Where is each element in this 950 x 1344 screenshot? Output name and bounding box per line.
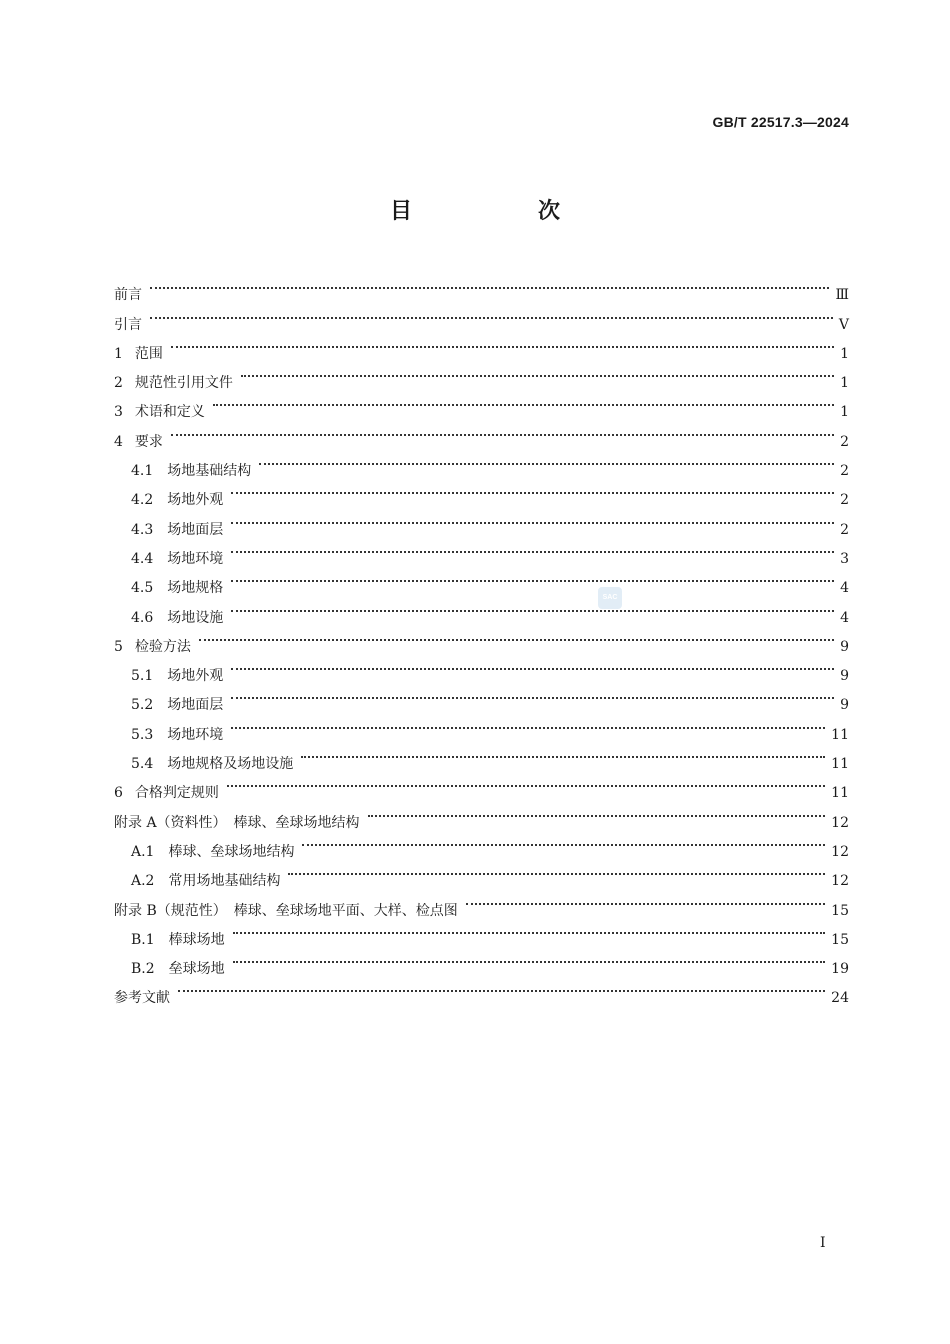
toc-entry-label: 场地面层 xyxy=(167,697,224,714)
toc-entry[interactable] xyxy=(114,973,849,1007)
table-of-contents xyxy=(114,270,849,1007)
toc-entry[interactable] xyxy=(114,680,849,714)
toc-entry-number: 2 xyxy=(114,375,123,392)
toc-entry-number: A.2 xyxy=(131,873,155,890)
toc-entry[interactable] xyxy=(114,387,849,421)
toc-dot-leader xyxy=(171,329,834,358)
toc-entry-page: 1 xyxy=(840,375,849,392)
toc-entry[interactable] xyxy=(114,270,849,304)
toc-dot-leader xyxy=(233,944,826,973)
toc-dot-leader xyxy=(150,299,833,328)
toc-dot-leader xyxy=(171,416,834,445)
toc-entry[interactable] xyxy=(114,358,849,392)
toc-entry-page: Ⅴ xyxy=(838,316,849,333)
toc-entry-number: A.1 xyxy=(131,843,155,860)
toc-dot-leader xyxy=(178,973,825,1002)
toc-entry-number: 5 xyxy=(114,638,123,655)
toc-entry-page: 2 xyxy=(840,433,849,450)
toc-dot-leader xyxy=(231,475,834,504)
toc-entry-page: 4 xyxy=(840,580,849,597)
toc-entry-label: 场地基础结构 xyxy=(167,463,252,480)
toc-dot-leader xyxy=(466,885,825,914)
toc-entry-number: 5.3 xyxy=(131,726,154,743)
toc-entry-label: 场地环境 xyxy=(167,726,224,743)
toc-entry-label: 前言 xyxy=(114,287,142,304)
toc-entry[interactable] xyxy=(114,709,849,743)
toc-dot-leader xyxy=(231,504,834,533)
toc-entry[interactable] xyxy=(114,797,849,831)
toc-entry-page: 12 xyxy=(831,814,849,831)
toc-entry-page: 15 xyxy=(831,931,849,948)
toc-dot-leader xyxy=(150,270,829,299)
toc-entry-page: 2 xyxy=(840,492,849,509)
toc-entry-label: 场地环境 xyxy=(167,550,224,567)
watermark-logo-icon: SAC xyxy=(598,587,622,609)
toc-entry-number: 6 xyxy=(114,785,123,802)
toc-entry[interactable] xyxy=(114,651,849,685)
toc-entry[interactable] xyxy=(114,622,849,655)
toc-entry-number: 4.6 xyxy=(131,609,154,626)
toc-entry-number: 4.4 xyxy=(131,550,154,567)
toc-dot-leader xyxy=(213,387,834,416)
toc-entry-label: 附录 A（资料性） 棒球、垒球场地结构 xyxy=(114,814,360,831)
toc-entry[interactable] xyxy=(114,739,849,773)
page-number: Ⅰ xyxy=(820,1235,826,1251)
toc-dot-leader xyxy=(231,563,834,592)
toc-entry-label: 附录 B（规范性） 棒球、垒球场地平面、大样、检点图 xyxy=(114,902,458,919)
toc-dot-leader xyxy=(233,915,826,944)
toc-dot-leader xyxy=(241,358,834,387)
toc-entry-label: 要求 xyxy=(134,433,163,450)
page-title: 目 次 xyxy=(389,199,612,224)
toc-entry-page: 1 xyxy=(840,404,849,421)
toc-dot-leader xyxy=(199,622,834,651)
toc-entry-label: 场地规格 xyxy=(167,580,224,597)
toc-dot-leader xyxy=(231,534,834,563)
toc-entry-label: 场地面层 xyxy=(167,521,224,538)
toc-entry-number: 4 xyxy=(114,433,123,450)
toc-dot-leader xyxy=(231,592,834,621)
toc-entry-label: 合格判定规则 xyxy=(134,785,219,802)
toc-entry-page: 15 xyxy=(831,902,849,919)
toc-dot-leader xyxy=(231,709,825,738)
toc-entry-label: 参考文献 xyxy=(114,990,170,1007)
toc-entry-page: 3 xyxy=(840,550,849,567)
toc-entry-page: Ⅲ xyxy=(835,287,849,304)
toc-entry-number: B.1 xyxy=(131,931,155,948)
toc-entry-label: 垒球场地 xyxy=(168,961,225,978)
toc-entry-page: 9 xyxy=(840,697,849,714)
toc-entry-label: 场地设施 xyxy=(167,609,224,626)
toc-entry-number: 4.5 xyxy=(131,580,154,597)
toc-dot-leader xyxy=(231,680,834,709)
toc-entry[interactable] xyxy=(114,416,849,450)
toc-entry-label: 检验方法 xyxy=(134,638,191,655)
toc-entry-number: 4.1 xyxy=(131,463,154,480)
toc-entry-number: 4.3 xyxy=(131,521,154,538)
toc-entry[interactable] xyxy=(114,592,849,626)
toc-entry-number: 5.2 xyxy=(131,697,154,714)
toc-entry-label: 常用场地基础结构 xyxy=(168,873,281,890)
toc-entry[interactable] xyxy=(114,534,849,567)
toc-entry-label: 场地外观 xyxy=(167,492,224,509)
toc-dot-leader xyxy=(302,827,825,856)
toc-entry-label: 规范性引用文件 xyxy=(134,375,233,392)
toc-entry-page: 12 xyxy=(831,873,849,890)
toc-entry-page: 9 xyxy=(840,638,849,655)
toc-entry[interactable] xyxy=(114,329,849,362)
toc-dot-leader xyxy=(227,768,825,797)
toc-dot-leader xyxy=(288,856,825,885)
toc-entry-label: 范围 xyxy=(134,345,163,362)
standard-code: GB/T 22517.3—2024 xyxy=(712,114,849,130)
toc-entry-page: 2 xyxy=(840,521,849,538)
toc-entry-page: 12 xyxy=(831,843,849,860)
toc-entry-page: 9 xyxy=(840,668,849,685)
toc-entry[interactable] xyxy=(114,504,849,538)
toc-entry-page: 11 xyxy=(831,756,849,773)
toc-entry-number: 5.1 xyxy=(131,668,154,685)
toc-entry-page: 4 xyxy=(840,609,849,626)
toc-entry-label: 场地外观 xyxy=(167,668,224,685)
toc-entry-label: 引言 xyxy=(114,316,142,333)
toc-entry[interactable] xyxy=(114,446,849,480)
toc-entry-number: 3 xyxy=(114,404,123,421)
toc-entry-number: 4.2 xyxy=(131,492,154,509)
toc-entry-number: 1 xyxy=(114,345,123,362)
toc-entry-label: 棒球、垒球场地结构 xyxy=(168,843,295,860)
toc-dot-leader xyxy=(368,797,826,826)
toc-entry-page: 1 xyxy=(840,345,849,362)
toc-entry-label: 棒球场地 xyxy=(168,931,225,948)
toc-entry-number: B.2 xyxy=(131,961,155,978)
toc-entry-page: 2 xyxy=(840,463,849,480)
toc-entry-label: 术语和定义 xyxy=(134,404,205,421)
toc-entry-page: 19 xyxy=(831,961,849,978)
toc-dot-leader xyxy=(231,651,834,680)
toc-entry[interactable] xyxy=(114,299,849,333)
toc-dot-leader xyxy=(301,739,825,768)
toc-entry[interactable] xyxy=(114,563,849,597)
toc-entry-page: 11 xyxy=(831,726,849,743)
toc-entry-label: 场地规格及场地设施 xyxy=(167,756,294,773)
toc-entry-number: 5.4 xyxy=(131,756,154,773)
toc-dot-leader xyxy=(259,446,834,475)
toc-entry-page: 24 xyxy=(831,990,849,1007)
toc-entry-page: 11 xyxy=(831,785,849,802)
